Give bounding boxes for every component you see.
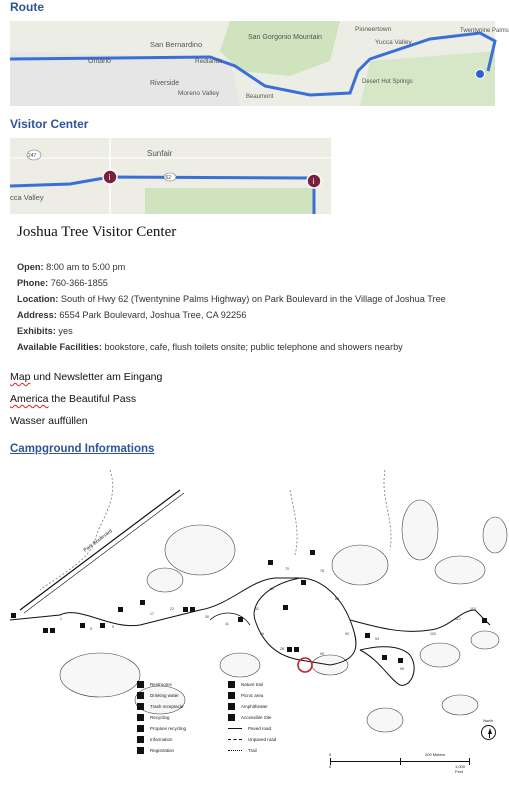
route-label-twentynine-palms: Twentynine Palms bbox=[460, 28, 509, 34]
svg-text:115: 115 bbox=[470, 607, 476, 611]
svg-text:30: 30 bbox=[205, 615, 209, 619]
scale-label-0a: 0 bbox=[329, 752, 332, 757]
legend-amphitheater: Amphitheater bbox=[228, 701, 276, 712]
route-label-moreno-valley: Moreno Valley bbox=[178, 90, 220, 97]
legend-picnic: Picnic area bbox=[228, 690, 276, 701]
scale-label-0b: 0 bbox=[329, 764, 332, 769]
campground-map bbox=[0, 460, 509, 800]
svg-text:17: 17 bbox=[150, 612, 154, 616]
svg-text:110: 110 bbox=[455, 617, 461, 621]
route-label-yucca-valley: Yucca Valley bbox=[375, 39, 412, 46]
legend-drinking-water: Drinking water bbox=[137, 690, 186, 701]
svg-text:78: 78 bbox=[320, 569, 324, 573]
visitor-map[interactable] bbox=[10, 138, 331, 214]
svg-text:41: 41 bbox=[225, 622, 229, 626]
legend-accessible: Accessible Site bbox=[228, 712, 276, 723]
route-label-pioneertown: Pioneertown bbox=[355, 26, 392, 33]
svg-text:99: 99 bbox=[400, 667, 404, 671]
svg-text:85: 85 bbox=[335, 597, 339, 601]
route-label-san-gorgonio: San Gorgonio Mountain bbox=[248, 34, 322, 41]
info-phone: Phone: 760-366-1855 bbox=[17, 278, 108, 288]
legend-trash: Trash receptacle bbox=[137, 701, 186, 712]
svg-text:90: 90 bbox=[345, 632, 349, 636]
svg-text:36: 36 bbox=[260, 632, 264, 636]
svg-text:i: i bbox=[312, 177, 315, 186]
info-location: Location: South of Hwy 62 (Twentynine Palms Highway) on Park Boulevard in the Village of Joshua Tree bbox=[17, 294, 446, 304]
legend-unpaved-road: Unpaved road bbox=[228, 734, 276, 745]
route-label-riverside: Riverside bbox=[150, 80, 180, 87]
legend-trail: Trail bbox=[228, 745, 276, 756]
legend-propane: Propane recycling bbox=[137, 723, 186, 734]
route-label-beaumont: Beaumont bbox=[246, 94, 274, 100]
campground-legend-left bbox=[137, 679, 186, 756]
visitor-center-title: Joshua Tree Visitor Center bbox=[17, 224, 177, 240]
visitor-map-label-sunfair: Sunfair bbox=[147, 149, 173, 158]
note-water: Wasser auffüllen bbox=[10, 415, 88, 427]
legend-nature-trail: Nature trail bbox=[228, 679, 276, 690]
route-label-san-bernardino: San Bernardino bbox=[150, 40, 203, 49]
svg-text:5: 5 bbox=[90, 627, 92, 631]
svg-text:60: 60 bbox=[270, 587, 274, 591]
legend-information: Information bbox=[137, 734, 186, 745]
svg-text:95: 95 bbox=[320, 652, 324, 656]
visitor-map-label-valley: cca Valley bbox=[10, 193, 44, 202]
visitor-heading: Visitor Center bbox=[10, 117, 89, 131]
route-label-desert-hot-springs: Desert Hot Springs bbox=[362, 79, 413, 85]
scale-label-feet: 1,000 Feet bbox=[455, 764, 466, 774]
svg-text:62: 62 bbox=[165, 175, 172, 181]
note-map-newsletter: Map und Newsletter am Eingang bbox=[10, 371, 163, 383]
route-heading: Route bbox=[10, 0, 44, 14]
route-label-redlands: Redlands bbox=[195, 58, 223, 65]
svg-text:1: 1 bbox=[60, 617, 62, 621]
route-map[interactable] bbox=[10, 21, 509, 106]
svg-text:28: 28 bbox=[280, 647, 284, 651]
scale-bar bbox=[329, 752, 470, 774]
north-arrow-icon: North bbox=[478, 718, 498, 746]
svg-text:70: 70 bbox=[285, 567, 289, 571]
info-facilities: Available Facilities: bookstore, cafe, flush toilets onsite; public telephone and showers nearby bbox=[17, 342, 403, 352]
svg-text:9: 9 bbox=[112, 625, 114, 629]
svg-text:247: 247 bbox=[28, 153, 37, 159]
legend-paved-road: Paved road bbox=[228, 723, 276, 734]
svg-text:52: 52 bbox=[255, 607, 259, 611]
campground-heading-link[interactable]: Campground Informations bbox=[10, 443, 155, 455]
route-label-ontario: Ontario bbox=[88, 58, 111, 65]
svg-text:103: 103 bbox=[430, 632, 436, 636]
svg-text:94: 94 bbox=[375, 637, 379, 641]
legend-recycling: Recycling bbox=[137, 712, 186, 723]
road-label-park-boulevard: Park Boulevard bbox=[82, 528, 114, 554]
scale-label-meters: 200 Meters bbox=[425, 752, 446, 757]
svg-text:i: i bbox=[108, 173, 111, 182]
info-address: Address: 6554 Park Boulevard, Joshua Tree, CA 92256 bbox=[17, 310, 247, 320]
info-exhibits: Exhibits: yes bbox=[17, 326, 73, 336]
legend-restrooms: Restrooms bbox=[137, 679, 186, 690]
campground-legend-right bbox=[228, 679, 276, 756]
note-america-pass: America the Beautiful Pass bbox=[10, 393, 137, 405]
svg-text:22: 22 bbox=[170, 607, 174, 611]
info-open: Open: 8:00 am to 5:00 pm bbox=[17, 262, 126, 272]
legend-registration: Registration bbox=[137, 745, 186, 756]
